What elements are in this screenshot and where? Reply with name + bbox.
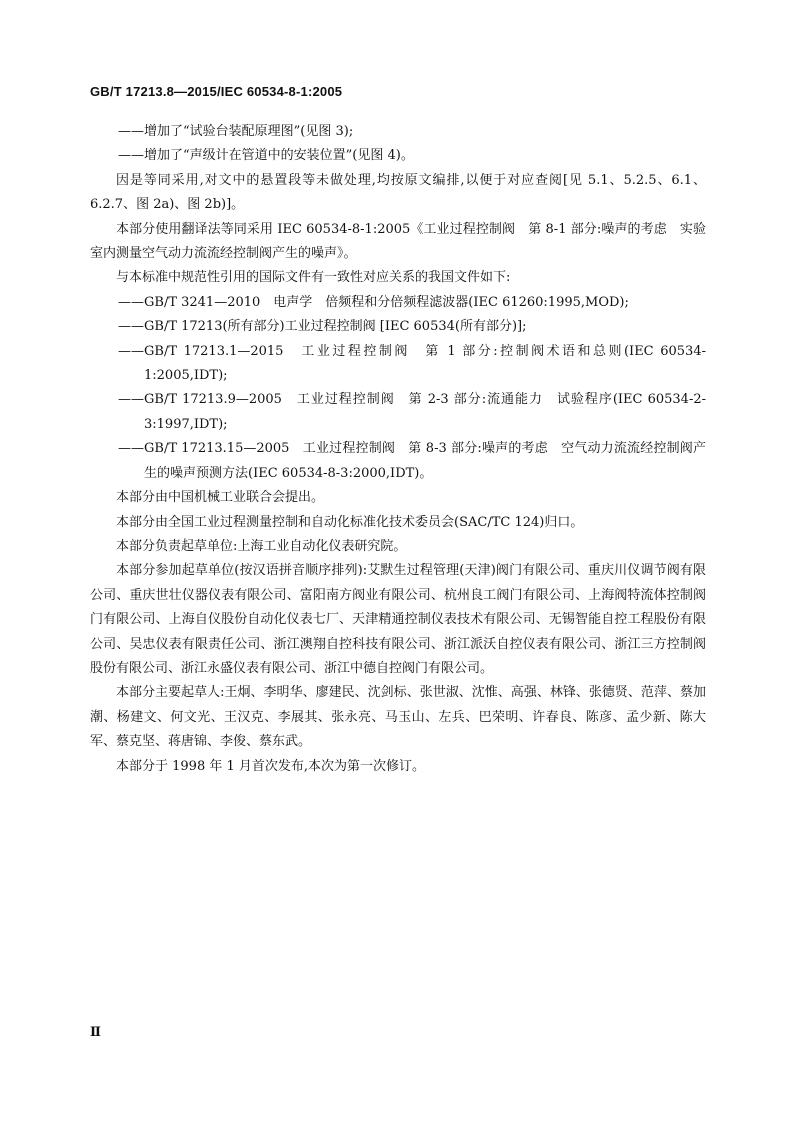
paragraph-translation-method: 本部分使用翻译法等同采用 IEC 60534-8-1:2005《工业过程控制阀 第 8-1 部分:噪声的考虑 实验室内测量空气动力流流经控制阀产生的噪声》。 [90, 221, 706, 262]
change-item-sound-meter-position: ——增加了“声级计在管道中的安装位置”(见图 4)。 [118, 148, 414, 164]
page-number: Ⅱ [90, 1024, 101, 1039]
reference-item-gbt-17213-9: ——GB/T 17213.9—2005 工业过程控制阀 第 2-3 部分:流通能力 试验程序(IEC 60534-2-3:1997,IDT); [118, 392, 706, 432]
reference-item-gbt-17213-all: ——GB/T 17213(所有部分)工业过程控制阀 [IEC 60534(所有部分)]; [118, 319, 527, 335]
paragraph-participating-drafters: 本部分参加起草单位(按汉语拼音顺序排列):艾默生过程管理(天津)阀门有限公司、重庆川仪调节阀有限公司、重庆世壮仪器仪表有限公司、富阳南方阀业有限公司、杭州良工阀门有限公司、上海阀特流体控制阀门有限公司、上海自仪股份自动化仪表七厂、天津精通控制仪表技术有限公司、无锡智能自控工程股份有限公司、吴忠仪表有限责任公司、浙江澳翔自控科技有限公司、浙江派沃自控仪表有限公司、浙江三方控制阀股份有限公司、浙江永盛仪表有限公司、浙江中德自控阀门有限公司。 [90, 563, 706, 676]
reference-item-gbt-17213-1: ——GB/T 17213.1—2015 工业过程控制阀 第 1 部分:控制阀术语和总则(IEC 60534-1:2005,IDT); [118, 343, 706, 384]
reference-item-gbt-17213-15: ——GB/T 17213.15—2005 工业过程控制阀 第 8-3 部分:噪声的考虑 空气动力流流经控制阀产生的噪声预测方法(IEC 60534-8-3:2000,IDT)。 [118, 441, 706, 481]
reference-item-gbt-3241: ——GB/T 3241—2010 电声学 倍频程和分倍频程滤波器(IEC 61260:1995,MOD); [118, 294, 629, 310]
paragraph-technical-committee: 本部分由全国工业过程测量控制和自动化标准化技术委员会(SAC/TC 124)归口。 [116, 514, 584, 530]
foreword-body [90, 120, 706, 779]
standard-code-header: GB/T 17213.8—2015/IEC 60534-8-1:2005 [90, 84, 343, 99]
paragraph-main-drafters: 本部分主要起草人:王炯、李明华、廖建民、沈剑标、张世淑、沈惟、高强、林锋、张德贤、范萍、蔡加潮、杨建文、何文光、王汉克、李展其、张永亮、马玉山、左兵、巴荣明、许春良、陈彦、孟少新、陈大军、蔡克坚、蒋唐锦、李俊、蔡东武。 [90, 685, 706, 750]
paragraph-proposed-by: 本部分由中国机械工业联合会提出。 [116, 490, 325, 506]
paragraph-release-history: 本部分于 1998 年 1 月首次发布,本次为第一次修订。 [116, 758, 426, 774]
paragraph-corresponding-documents-intro: 与本标准中规范性引用的国际文件有一致性对应关系的我国文件如下: [116, 270, 511, 286]
paragraph-equivalent-adoption-note: 因是等同采用,对文中的悬置段等未做处理,均按原文编排,以便于对应查阅[见 5.1、5.2.5、6.1、6.2.7、图 2a)、图 2b)]。 [90, 172, 706, 213]
change-item-test-bench-diagram: ——增加了“试验台装配原理图”(见图 3); [118, 124, 354, 139]
paragraph-responsible-drafter: 本部分负责起草单位:上海工业自动化仪表研究院。 [116, 538, 407, 554]
